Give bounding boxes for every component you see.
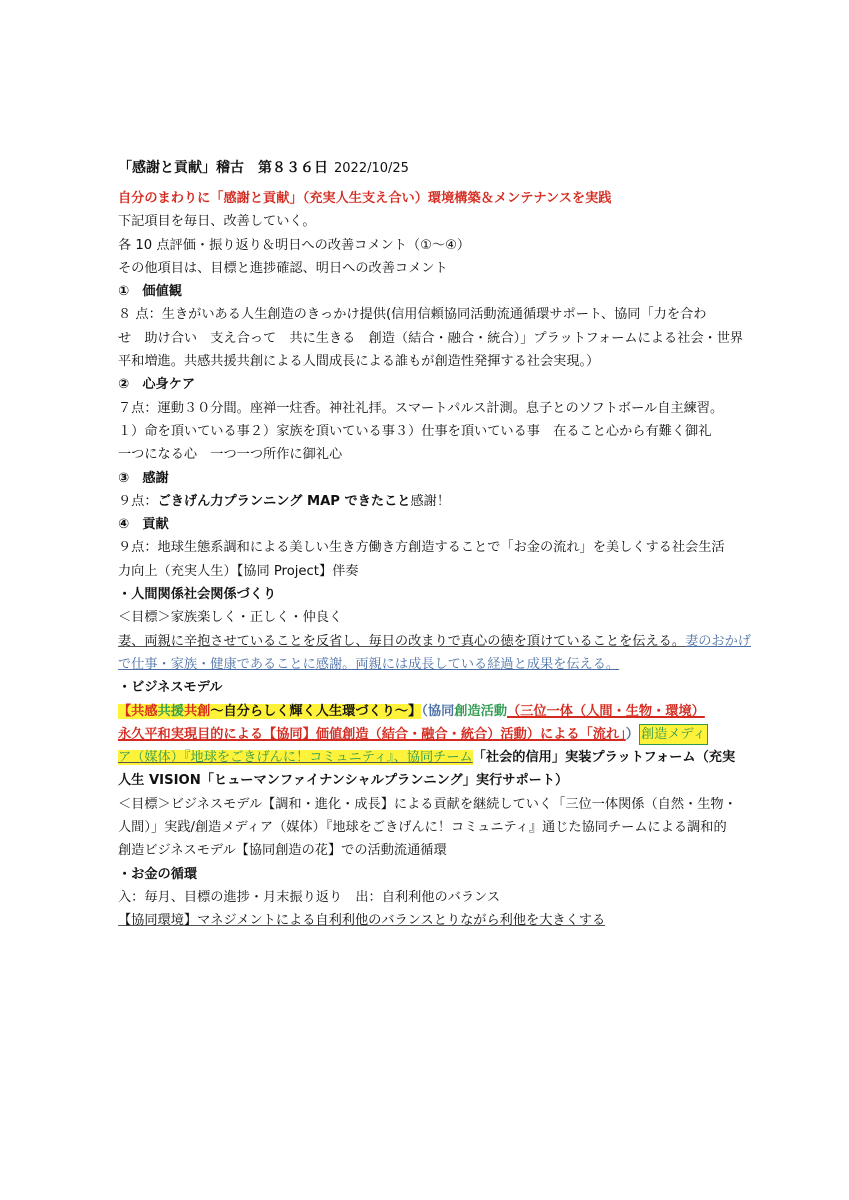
business-line-4: 人生 VISION「ヒューマンファイナンシャルプランニング」実行サポート） bbox=[118, 773, 569, 789]
money-line-2 bbox=[118, 909, 738, 932]
money-line-2-text: 【協同環境】マネジメントによる自利利他のバランスとりながら利他を大きくする bbox=[118, 913, 606, 929]
section-care-heading: ② 心身ケア bbox=[118, 377, 196, 393]
section-care-line-2: １）命を頂いている事２）家族を頂いている事３）仕事を頂いている事 在ること心から有難く御礼 bbox=[118, 423, 712, 439]
business-red-1: 【共感 bbox=[118, 703, 158, 719]
section-values-line-2: せ 助け合い 支え合って 共に生きる 創造（結合・融合・統合）」プラットフォームによる社会・世界 bbox=[118, 330, 744, 346]
business-green-4: ア（媒体）『地球をごきげんに！コミュニティ』、協同チーム bbox=[118, 750, 473, 766]
section-values-line-1: ８ 点：生きがいある人生創造のきっかけ提供(信用信頼協同活動流通循環サポート、協同「力を合わ bbox=[118, 307, 707, 323]
business-red-4: 永久平和実現目的による【協同】価値創造（結合・融合・統合）活動）による「流れ」 bbox=[118, 726, 626, 742]
section-contribution-line-2: 力向上（充実人生）【協同 Project】伴奏 bbox=[118, 563, 359, 579]
money-line-1: 入：毎月、目標の進捗・月末振り返り 出：自利利他のバランス bbox=[118, 889, 501, 905]
title-text: 「感謝と貢献」稽古 第８３６日 bbox=[118, 160, 328, 176]
title-date: 2022/10/25 bbox=[334, 161, 409, 176]
relations-line-2 bbox=[118, 653, 738, 676]
business-line-5: ＜目標＞ビジネスモデル【調和・進化・成長】による貢献を継続していく「三位一体関係（自然・生物・ bbox=[118, 796, 737, 812]
intro-heading: 自分のまわりに「感謝と貢献」（充実人生支え合い）環境構築＆メンテナンスを実践 bbox=[118, 191, 612, 206]
business-line-6: 人間）」実践/創造メディア（媒体）『地球をごきげんに！コミュニティ』通じた協同チームによる調和的 bbox=[118, 820, 727, 836]
intro-line-1: 下記項目を毎日、改善していく。 bbox=[118, 214, 316, 230]
relations-line-2-text: で仕事・家族・健康であることに感謝。両親には成長している経過と成果を伝える。 bbox=[118, 656, 620, 672]
business-red-2: 共創 bbox=[183, 703, 211, 719]
relations-line-1 bbox=[118, 630, 751, 653]
business-line-1 bbox=[118, 700, 738, 723]
business-green-2: 創造活動 bbox=[454, 703, 508, 719]
business-heading: ・ビジネスモデル bbox=[118, 680, 223, 696]
business-red-3: （三位一体（人間・生物・環境） bbox=[507, 703, 705, 719]
section-values-heading: ① 価値観 bbox=[118, 284, 182, 300]
section-gratitude-line bbox=[118, 490, 738, 513]
section-values-line-3: 平和増進。共感共援共創による人間成長による誰もが創造性発揮する社会実現。） bbox=[118, 354, 600, 370]
business-blue-1: （協同 bbox=[421, 703, 455, 719]
relations-goal: ＜目標＞家族楽しく・正しく・仲良く bbox=[118, 610, 343, 626]
business-platform: 「社会的信用」実装プラットフォーム（充実 bbox=[472, 750, 736, 766]
relations-heading: ・人間関係社会関係づくり bbox=[118, 587, 277, 603]
business-blue-2: ） bbox=[625, 726, 639, 742]
relations-line-1a: 妻、両親に辛抱させていることを反省し、毎日の改まりで真心の徳を頂けていることを伝える。 bbox=[118, 633, 686, 649]
relations-line-1b: 妻のおかげ bbox=[685, 633, 751, 649]
section-care-line-3: 一つになる心 一つ一つ所作に御礼心 bbox=[118, 447, 343, 463]
business-theme: ～自分らしく輝く人生環づくり～】 bbox=[210, 703, 422, 719]
business-line-3 bbox=[118, 746, 738, 769]
business-green-3: 創造メディ bbox=[639, 724, 708, 745]
business-line-2 bbox=[118, 723, 738, 746]
section-contribution-heading: ④ 貢献 bbox=[118, 517, 169, 533]
gratitude-bold: ごきげん力プランニング MAP できたこと bbox=[157, 493, 411, 509]
business-line-7: 創造ビジネスモデル【協同創造の花】での活動流通循環 bbox=[118, 843, 447, 859]
business-green-1: 共援 bbox=[157, 703, 184, 719]
section-care-line-1: ７点：運動３０分間。座禅一炷香。神社礼拝。スマートパルス計測。息子とのソフトボール自主練習。 bbox=[118, 400, 724, 416]
gratitude-suffix: 感謝！ bbox=[410, 493, 451, 509]
intro-line-2: 各 10 点評価・振り返り＆明日への改善コメント（①～④） bbox=[118, 237, 471, 253]
intro-line-3: その他項目は、目標と進捗確認、明日への改善コメント bbox=[118, 260, 448, 276]
section-gratitude-heading: ③ 感謝 bbox=[118, 470, 169, 486]
section-contribution-line-1: ９点：地球生態系調和による美しい生き方働き方創造することで「お金の流れ」を美しくする社会生活 bbox=[118, 540, 725, 556]
document-page bbox=[118, 155, 751, 933]
money-heading: ・お金の循環 bbox=[118, 866, 198, 882]
gratitude-prefix: ９点： bbox=[118, 493, 158, 509]
page-title bbox=[118, 155, 738, 181]
